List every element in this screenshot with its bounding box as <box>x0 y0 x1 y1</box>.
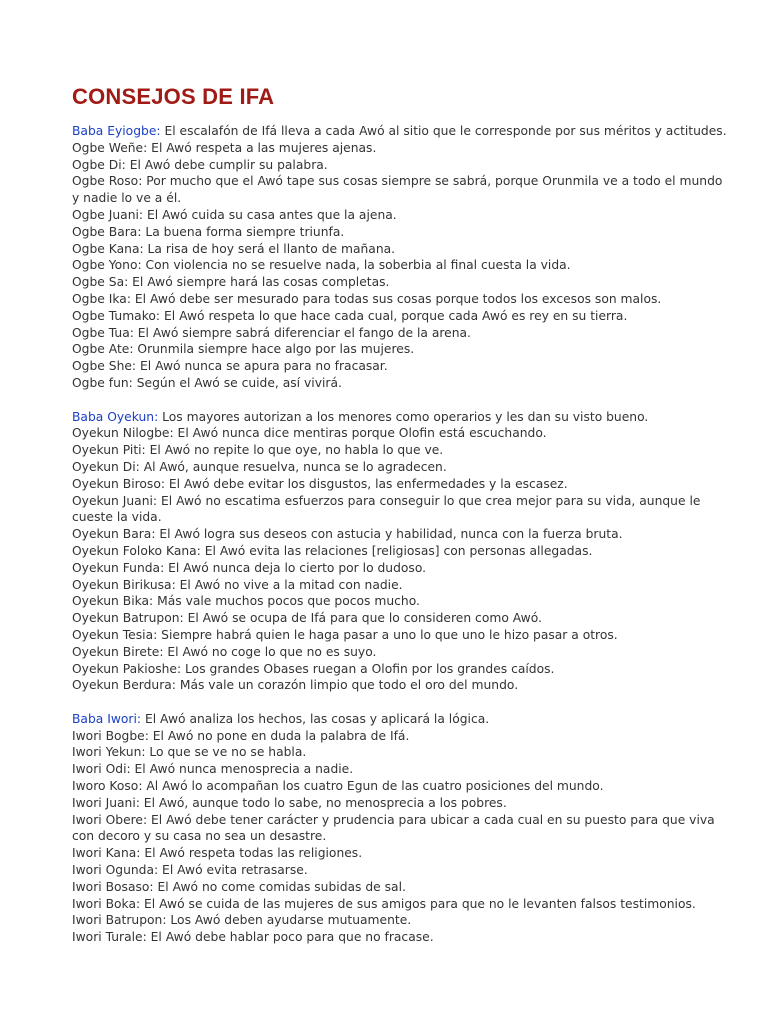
consejo-line: Oyekun Di: Al Awó, aunque resuelva, nunca se lo agradecen. <box>72 459 447 474</box>
consejo-line: Ogbe Weñe: El Awó respeta a las mujeres ajenas. <box>72 140 377 155</box>
consejo-line: Iworo Koso: Al Awó lo acompañan los cuatro Egun de las cuatro posiciones del mundo. <box>72 779 604 794</box>
consejo-line: Oyekun Piti: El Awó no repite lo que oye, no habla lo que ve. <box>72 443 444 458</box>
consejo-line: Oyekun Berdura: Más vale un corazón limpio que todo el oro del mundo. <box>72 678 519 693</box>
consejo-line: Iwori Ogunda: El Awó evita retrasarse. <box>72 863 308 878</box>
consejo-line: Iwori Batrupon: Los Awó deben ayudarse mutuamente. <box>72 913 412 928</box>
consejo-line: Iwori Kana: El Awó respeta todas las religiones. <box>72 846 363 861</box>
consejo-line: Iwori Odi: El Awó nunca menosprecia a nadie. <box>72 762 354 777</box>
section-lead-label: Baba Iwori: <box>72 711 142 726</box>
consejo-line: Iwori Bosaso: El Awó no come comidas subidas de sal. <box>72 879 406 894</box>
consejo-line: Oyekun Funda: El Awó nunca deja lo cierto por lo dudoso. <box>72 560 427 575</box>
consejo-line: Iwori Boka: El Awó se cuida de las mujeres de sus amigos para que no le levanten falsos testimonios. <box>72 896 696 911</box>
section-lead-line <box>72 711 728 728</box>
consejo-line: Oyekun Juani: El Awó no escatima esfuerzos para conseguir lo que crea mejor para su vida, aunque le cueste la vida. <box>72 493 701 525</box>
consejo-line: Ogbe Juani: El Awó cuida su casa antes que la ajena. <box>72 207 397 222</box>
section-lead-label: Baba Eyiogbe: <box>72 124 161 138</box>
consejo-line: Oyekun Pakioshe: Los grandes Obases ruegan a Olofin por los grandes caídos. <box>72 661 555 676</box>
consejo-line: Oyekun Tesia: Siempre habrá quien le haga pasar a uno lo que uno le hizo pasar a otros. <box>72 627 618 642</box>
consejo-line: Ogbe Kana: La risa de hoy será el llanto de mañana. <box>72 241 396 256</box>
consejo-section <box>72 409 728 695</box>
consejo-line: Iwori Obere: El Awó debe tener carácter y prudencia para ubicar a cada cual en su puesto para que viva con decoro y su casa no sea un desastre. <box>72 812 715 844</box>
consejo-line: Ogbe fun: Según el Awó se cuide, así vivirá. <box>72 375 342 390</box>
consejo-line: Oyekun Biroso: El Awó debe evitar los disgustos, las enfermedades y la escasez. <box>72 476 568 491</box>
consejo-line: Ogbe Tumako: El Awó respeta lo que hace cada cual, porque cada Awó es rey en su tierra. <box>72 308 628 323</box>
consejo-line: Oyekun Nilogbe: El Awó nunca dice mentiras porque Olofin está escuchando. <box>72 426 547 441</box>
consejo-line: Ogbe Sa: El Awó siempre hará las cosas completas. <box>72 275 390 290</box>
section-lead-line <box>72 409 728 426</box>
page-title: CONSEJOS DE IFA <box>72 84 275 109</box>
section-lead-label: Baba Oyekun: <box>72 409 159 424</box>
consejo-line: Oyekun Birikusa: El Awó no vive a la mitad con nadie. <box>72 577 403 592</box>
consejo-line: Ogbe Yono: Con violencia no se resuelve nada, la soberbia al final cuesta la vida. <box>72 258 571 273</box>
consejo-line: Oyekun Foloko Kana: El Awó evita las relaciones [religiosas] con personas allegadas. <box>72 543 593 558</box>
section-lead-line <box>72 123 728 140</box>
consejo-line: Oyekun Birete: El Awó no coge lo que no es suyo. <box>72 644 377 659</box>
consejo-section <box>72 123 728 392</box>
consejo-line: Ogbe Tua: El Awó siempre sabrá diferenciar el fango de la arena. <box>72 325 471 340</box>
consejo-line: Ogbe Roso: Por mucho que el Awó tape sus cosas siempre se sabrá, porque Orunmila ve a todo el mundo y nadie lo ve a él. <box>72 174 723 206</box>
consejo-line: Ogbe She: El Awó nunca se apura para no fracasar. <box>72 359 388 374</box>
section-lead-text: El escalafón de Ifá lleva a cada Awó al sitio que le corresponde por sus méritos y actitudes. <box>160 124 727 138</box>
consejo-section <box>72 711 728 946</box>
sections-container <box>72 123 728 946</box>
consejo-line: Oyekun Bara: El Awó logra sus deseos con astucia y habilidad, nunca con la fuerza bruta. <box>72 527 623 542</box>
consejo-line: Oyekun Batrupon: El Awó se ocupa de Ifá para que lo consideren como Awó. <box>72 611 542 626</box>
consejo-line: Iwori Turale: El Awó debe hablar poco para que no fracase. <box>72 930 434 945</box>
consejo-line: Ogbe Di: El Awó debe cumplir su palabra. <box>72 157 328 172</box>
consejo-line: Ogbe Ate: Orunmila siempre hace algo por las mujeres. <box>72 342 415 357</box>
consejo-line: Iwori Juani: El Awó, aunque todo lo sabe, no menosprecia a los pobres. <box>72 795 507 810</box>
section-lead-text: Los mayores autorizan a los menores como operarios y les dan su visto bueno. <box>158 409 649 424</box>
consejo-line: Iwori Yekun: Lo que se ve no se habla. <box>72 745 307 760</box>
consejo-line: Ogbe Bara: La buena forma siempre triunfa. <box>72 224 345 239</box>
consejo-line: Iwori Bogbe: El Awó no pone en duda la palabra de Ifá. <box>72 728 410 743</box>
consejo-line: Oyekun Bika: Más vale muchos pocos que pocos mucho. <box>72 594 420 609</box>
consejo-line: Ogbe Ika: El Awó debe ser mesurado para todas sus cosas porque todos los excesos son malos. <box>72 291 662 306</box>
section-lead-text: El Awó analiza los hechos, las cosas y aplicará la lógica. <box>141 711 490 726</box>
